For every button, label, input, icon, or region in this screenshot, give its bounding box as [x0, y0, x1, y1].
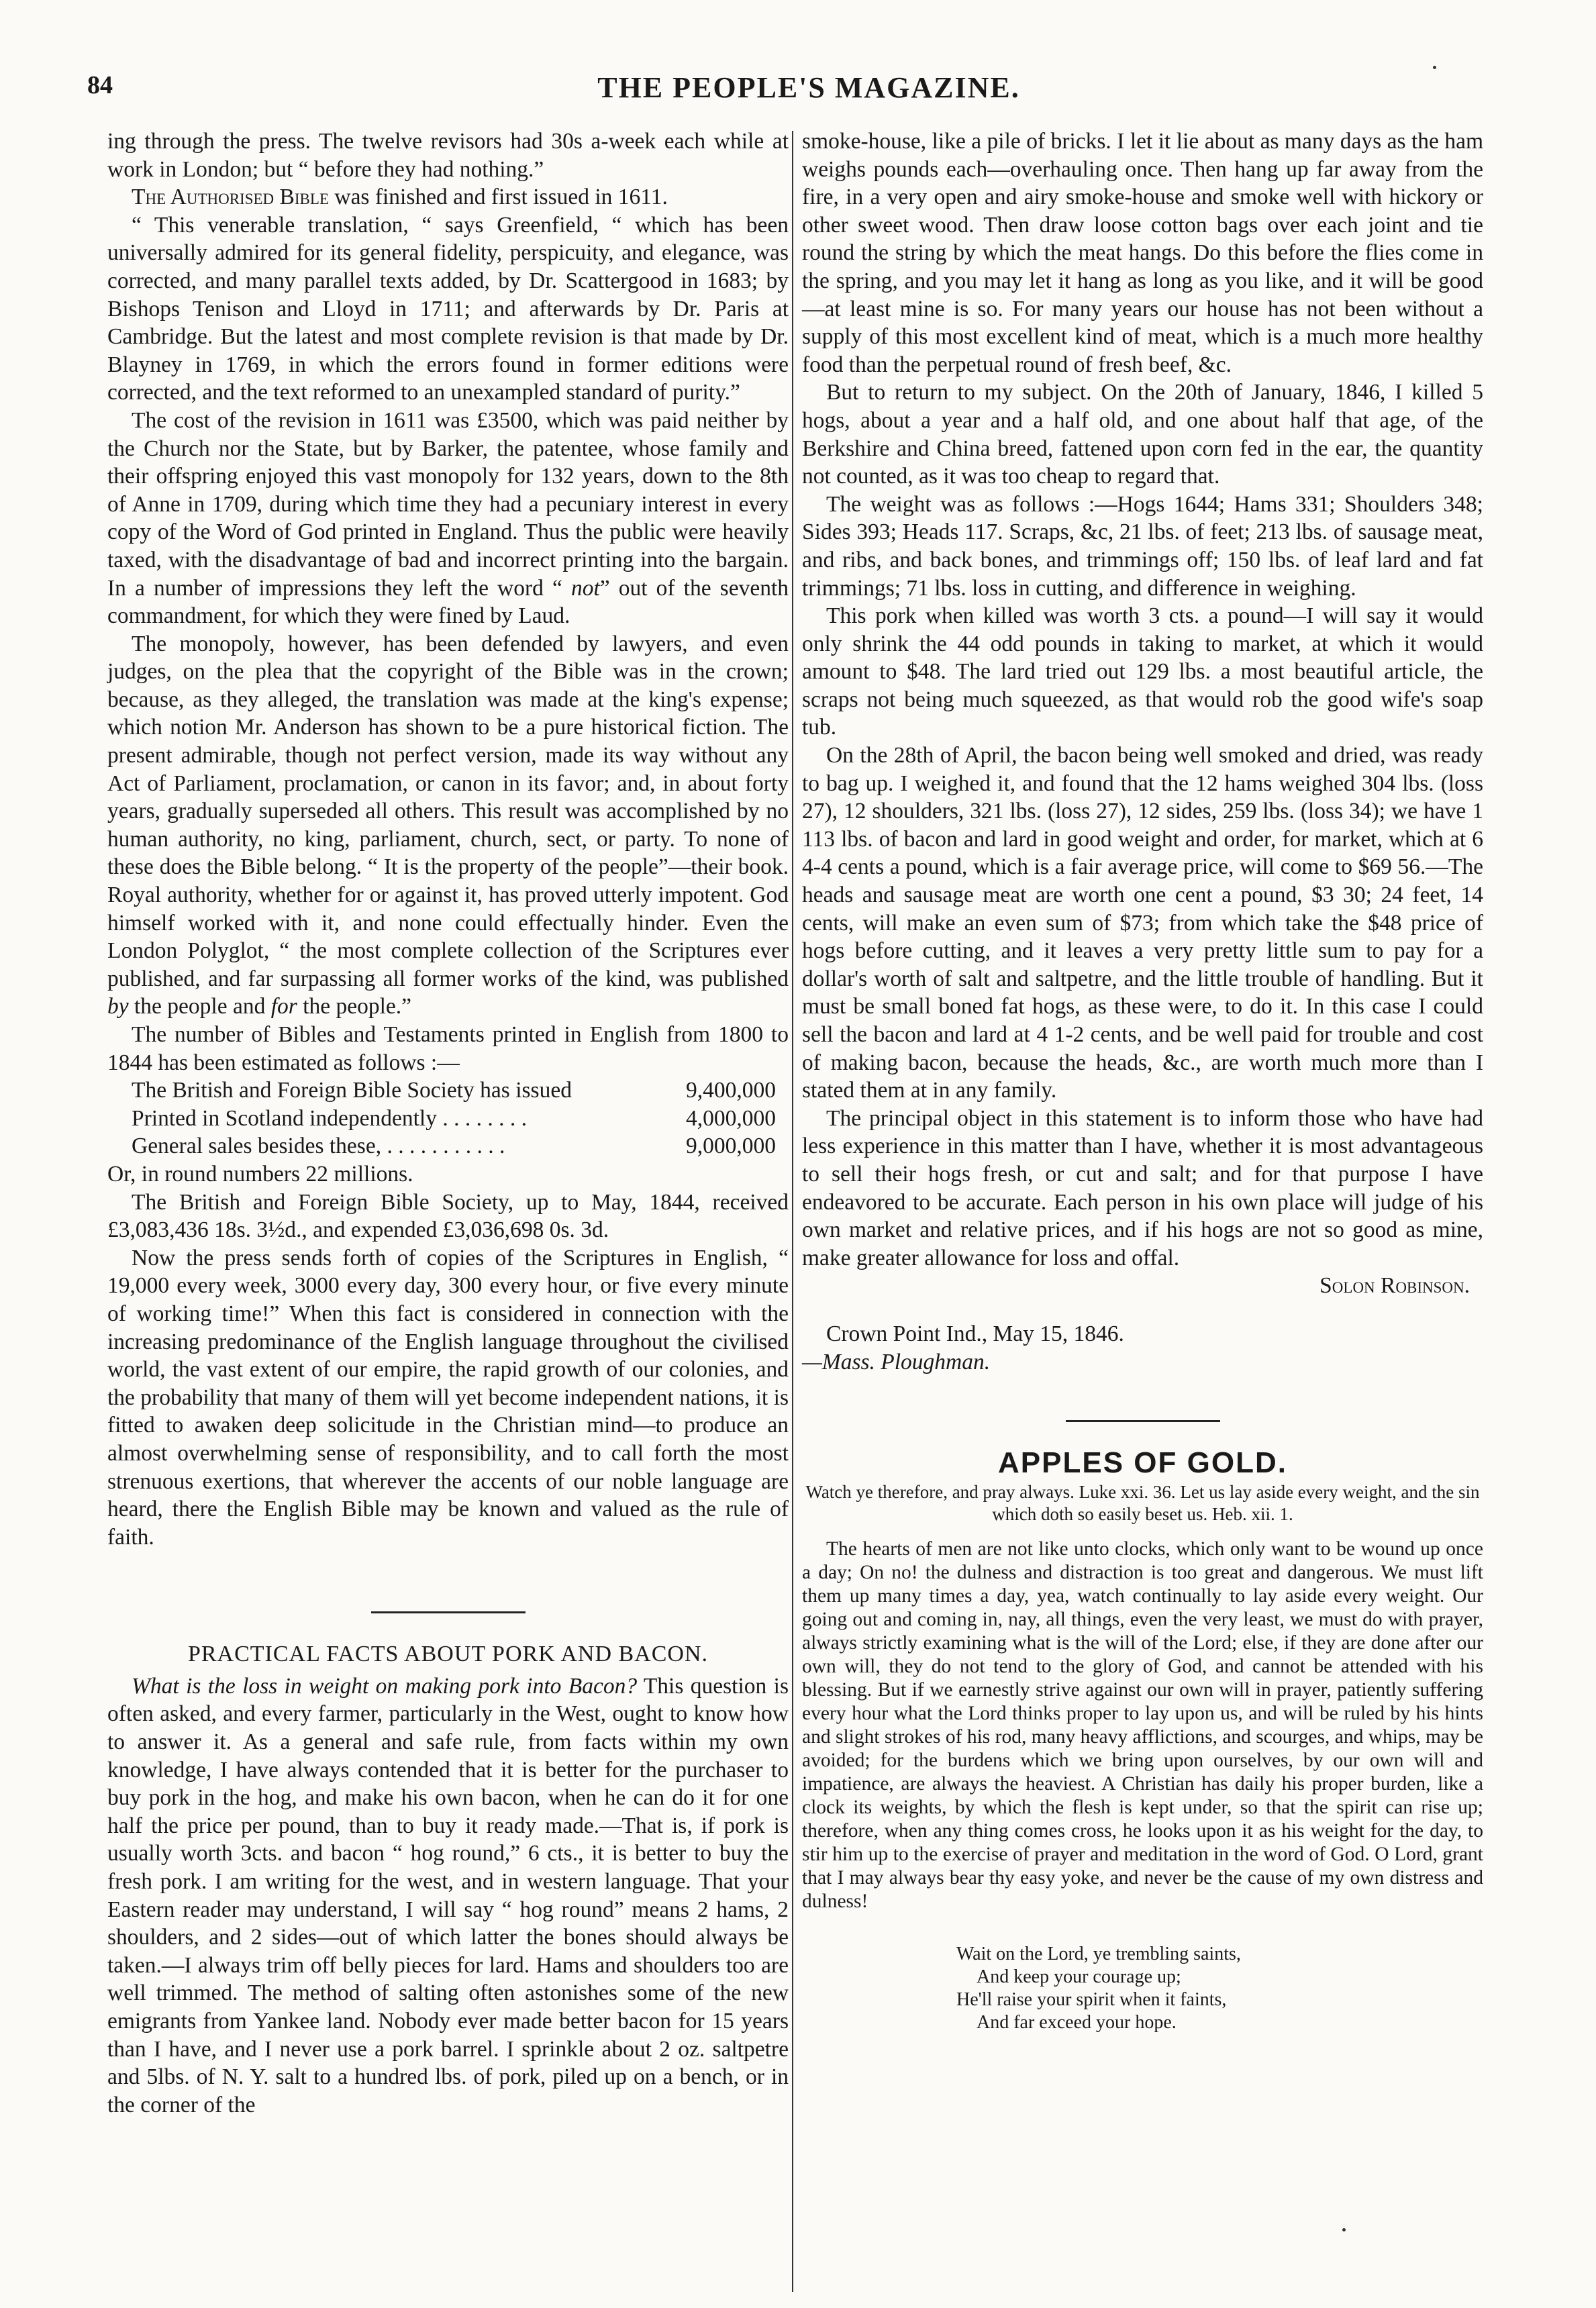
paragraph: The cost of the revision in 1611 was £3500, which was paid neither by the Church nor the State, but by Barker, the patentee, whose family and their offspring enjoyed this vast monopoly for 132 years, down to the 8th of Anne in 1709, during which time they had a pecuniary interest in every copy of the Word of God printed in England. Thus the public were heavily taxed, with the disadvantage of bad and incorrect printing into the bargain. In a number of impressions they left the word “ not” out of the seventh commandment, for which they were fined by Laud. [107, 407, 789, 629]
paragraph: The weight was as follows :—Hogs 1644; Hams 331; Shoulders 348; Sides 393; Heads 117. Scraps, &c, 21 lbs. of feet; 213 lbs. of sausage meat, and ribs, and back bones, and trimmings off; 150 lbs. of leaf lard and fat trimmings; 71 lbs. loss in cutting, and difference in weighing. [802, 491, 1483, 601]
section-separator [371, 1611, 526, 1613]
greenfield-quote: “ This venerable translation, “ says Greenfield, “ which has been universally admired for its general fidelity, perspicuity, and elegance, was corrected, and many parallel texts added, by Dr. Scattergood in 1683; by Bishops Tenison and Lloyd in 1711; and afterwards by Dr. Paris at Cambridge. But the latest and most complete revision is that made by Dr. Blayney in 1769, in which the errors found in former editions were corrected, and the text reformed to an unexampled standard of purity.” [107, 212, 789, 405]
paragraph: ing through the press. The twelve revisors had 30s a-week each while at work in London; but “ before they had nothing.” [107, 129, 789, 182]
paragraph: But to return to my subject. On the 20th of January, 1846, I killed 5 hogs, about a year and a half old, and one about half that age, of the Berkshire and China breed, fattened upon corn fed in the ear, the quantity not counted, as it was too cheap to regard that. [802, 380, 1483, 489]
paragraph: On the 28th of April, the bacon being well smoked and dried, was ready to bag up. I weighed it, and found that the 12 hams weighed 304 lbs. (loss 27), 12 shoulders, 321 lbs. (loss 27), 12 sides, 259 lbs. (loss 34); we have 1 113 lbs. of bacon and lard in good weight and order, for market, which at 6 4-4 cents a pound, which is a fair average price, will come to $69 56.—The heads and sausage meat are worth one cent a pound, $3 30; 24 feet, 14 cents, will make an even sum of $73; from which take the $48 price of hogs before cutting, and it leaves a very pretty little sum to pay for a dollar's worth of salt and saltpetre, and the little trouble of handling. But it must be small boned fat hogs, as these were, to do it. In this case I could sell the bacon and lard at 4 1-2 cents, and be well paid for trouble and cost of making bacon, because the heads, &c., are worth much more than I stated them at in any family. [802, 743, 1483, 1103]
ink-speck [1433, 66, 1436, 69]
table-total: Or, in round numbers 22 millions. [107, 1161, 413, 1187]
column-divider [792, 131, 793, 2292]
page-number: 84 [87, 71, 113, 99]
source-credit: —Mass. Ploughman. [802, 1349, 991, 1374]
verse-line: And keep your courage up; [977, 1966, 1181, 1987]
paragraph: The British and Foreign Bible Society, up to May, 1844, received £3,083,436 18s. 3½d., and expended £3,036,698 0s. 3d. [107, 1189, 789, 1243]
page-header [87, 70, 1530, 111]
paragraph: The Authorised Bible was finished and first issued in 1611. [132, 185, 668, 210]
magazine-title: THE PEOPLE'S MAGAZINE. [597, 71, 1020, 104]
table-row: Printed in Scotland independently . . . . . . . . 4,000,000 [132, 1105, 776, 1131]
verse-line: Wait on the Lord, ye trembling saints, [956, 1943, 1241, 1964]
hymn-verse [956, 1943, 1483, 2034]
left-column [107, 128, 789, 2119]
ink-speck [1342, 2228, 1346, 2231]
verse-line: And far exceed your hope. [977, 2011, 1177, 2033]
pork-question: What is the loss in weight on making pork into Bacon? [132, 1673, 638, 1699]
table-row: General sales besides these, . . . . . . . . . . . 9,000,000 [132, 1134, 776, 1159]
section-separator [1066, 1420, 1220, 1422]
dateline: Crown Point Ind., May 15, 1846. [826, 1321, 1124, 1346]
table-row: The British and Foreign Bible Society has issued 9,400,000 [132, 1078, 776, 1103]
authorised-bible-label: The Authorised Bible [132, 185, 329, 210]
scripture-epigraph: Watch ye therefore, and pray always. Luke xxi. 36. Let us lay aside every weight, and the sin which doth so easily beset us. Heb. xii. 1. [805, 1481, 1480, 1524]
verse-line: He'll raise your spirit when it faints, [956, 1989, 1227, 2010]
paragraph: This pork when killed was worth 3 cts. a pound—I will say it would only shrink the 44 odd pounds in taking to market, at which it would amount to $48. The lard tried out 129 lbs. a most beautiful article, the scraps not being much squeezed, as that would rob the good wife's soap tub. [802, 603, 1483, 740]
paragraph: smoke-house, like a pile of bricks. I let it lie about as many days as the ham weighs pounds each—overhauling once. Then hang up far away from the fire, in a very open and airy smoke-house and smoke well with hickory or other sweet wood. Then draw loose cotton bags over each joint and tie round the string by which the meat hangs. Do this before the flies come in the spring, and you may let it hang as long as you like, and it will be good—at least mine is so. For many years our house has not been without a supply of this most excellent kind of meat, which is a much more healthy food than the perpetual round of fresh beef, &c. [802, 129, 1483, 377]
apples-paragraph: The hearts of men are not like unto clocks, which only want to be wound up once a day; On no! the dulness and distraction is too great and dangerous. We must lift them up many times a day, yea, watch continually to lay aside every weight. Our going out and coming in, nay, all things, even the very least, we must do with prayer, always strictly examining what is the will of the Lord; else, if they are done after our own will, they do not tend to the glory of God, and cannot be attended with his blessing. But if we earnestly strive against our own will in prayer, patiently suffering every hour what the Lord thinks proper to lay upon us, and will be ruled by his hints and slight strokes of his rod, many heavy afflictions, and scourges, and whips, may be avoided; for the burdens which we bring upon ourselves, by our own will and impatience, are always the heaviest. A Christian has daily his proper burden, like a clock its weights, by which the flesh is kept under, so that the spirit can rise up; therefore, when any thing comes cross, he looks upon it as his weight for the day, to stir him up to the exercise of prayer and meditation in the word of God. O Lord, grant that I may always bear thy easy yoke, and never be the cause of my own distress and dulness! [802, 1538, 1483, 1912]
author-signature: Solon Robinson. [1319, 1273, 1470, 1299]
paragraph: The principal object in this statement is to inform those who have had less experience in this matter than I have, whether it is most advantageous to sell their hogs fresh, or cut and salt; and for that purpose I have endeavored to be accurate. Each person in his own place will judge of his own market and relative prices, and if his hogs are not so good as mine, make greater allowance for loss and offal. [802, 1105, 1483, 1270]
bible-count-table [132, 1076, 789, 1160]
apples-heading: APPLES OF GOLD. [998, 1446, 1287, 1480]
pork-article-heading: PRACTICAL FACTS ABOUT PORK AND BACON. [187, 1642, 709, 1667]
paragraph: Now the press sends forth of copies of the Scriptures in English, “ 19,000 every week, 3000 every day, 300 every hour, or five every minute of working time!” When this fact is considered in connection with the increasing predominance of the English language throughout the civilised world, the vast extent of our empire, the rapid growth of our colonies, and the probability that many of them will yet become independent nations, it is fitted to awaken deep solicitude in the Christian mind—to produce an almost overwhelming sense of responsibility, and to call forth the most strenuous exertions, that wherever the accents of our noble language are heard, there the English Bible may be known and valued as the rule of faith. [107, 1245, 789, 1550]
paragraph: The monopoly, however, has been defended by lawyers, and even judges, on the plea that the copyright of the Bible was in the crown; because, as they alleged, the translation was made at the king's expense; which notion Mr. Anderson has shown to be a pure historical fiction. The present admirable, though not perfect version, made its way without any Act of Parliament, proclamation, or canon in its favor; and, in about forty years, gradually superseded all others. This result was accomplished by no human authority, no king, parliament, church, sect, or party. To none of these does the Bible belong. “ It is the property of the people”—their book. Royal authority, whether for or against it, has proved utterly impotent. God himself worked with it, and none could effectually hinder. Even the London Polyglot, “ the most complete collection of the Scriptures ever published, and far surpassing all former works of the kind, was published by the people and for the people.” [107, 631, 789, 1019]
paragraph: The number of Bibles and Testaments printed in English from 1800 to 1844 has been estimated as follows :— [107, 1022, 789, 1075]
paragraph: What is the loss in weight on making pork into Bacon? This question is often asked, and every farmer, particularly in the West, ought to know how to answer it. As a general and safe rule, from facts within my own knowledge, I have always contended that it is better for the purchaser to buy pork in the hog, and make his own bacon, when he can do it for one half the price per pound, than to buy it ready made.—That is, if pork is usually worth 3cts. and bacon “ hog round,” 6 cts., it is better to buy the fresh pork. I am writing for the west, and in western language. That your Eastern reader may understand, I will say “ hog round” means 2 hams, 2 shoulders, and 2 sides—out of which latter the bones should always be taken.—I always trim off belly pieces for lard. Hams and shoulders too are well trimmed. The method of salting often astonishes some of the new emigrants from Yankee land. Nobody ever made better bacon for 15 years than I have, and I never use a pork barrel. I sprinkle about 2 oz. saltpetre and 5lbs. of N. Y. salt to a hundred lbs. of pork, piled up on a bench, or in the corner of the [107, 1673, 789, 2117]
right-column [802, 128, 1483, 2034]
